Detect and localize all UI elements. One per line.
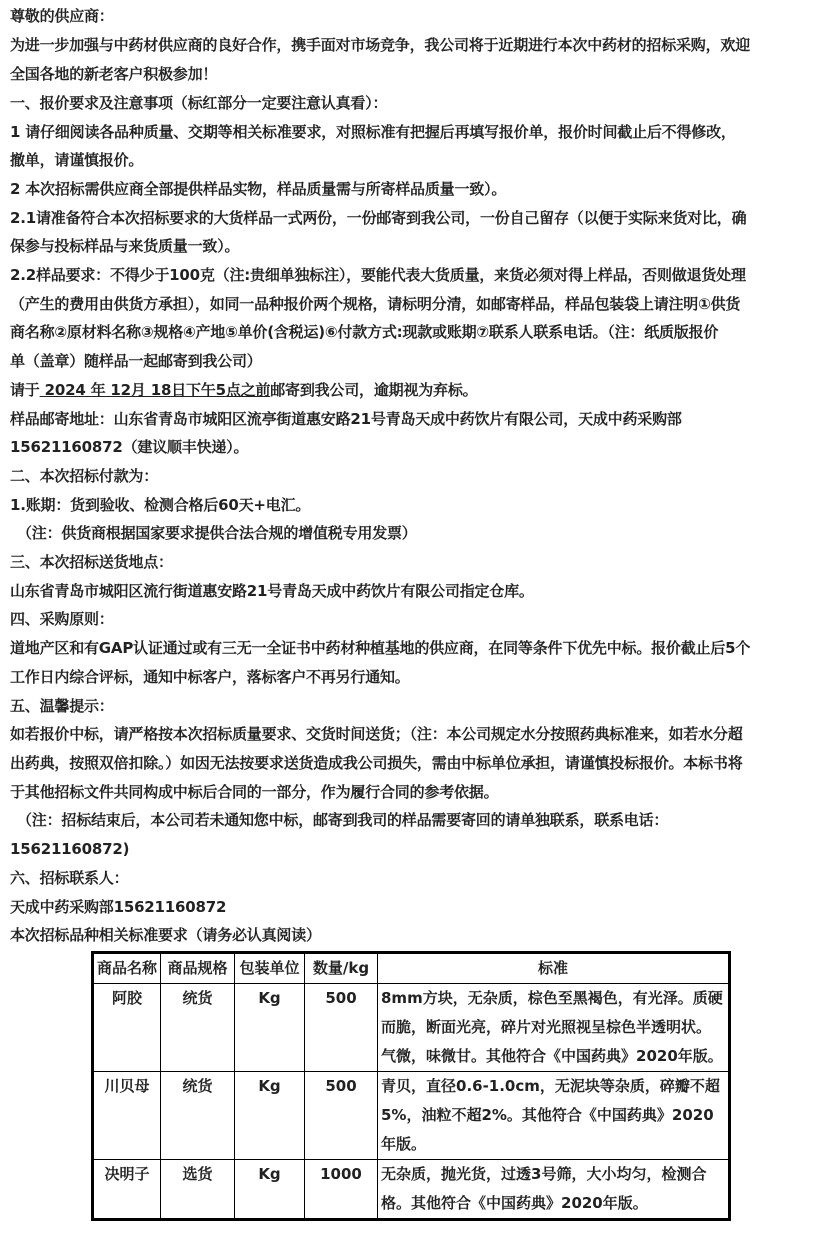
section-5-title: 五、温馨提示： <box>10 697 114 715</box>
sec1-item22-line-2: （产生的费用由供货方承担），如同一品种报价两个规格，请标明分清，如邮寄样品，样品包装袋上请注明①供货 <box>10 295 741 313</box>
header-standard: 标准 <box>378 953 730 984</box>
table-caption: 本次招标品种相关标准要求（请务必认真阅读） <box>10 926 321 944</box>
sec1-item21-line-1: 2.1请准备符合本次招标要求的大货样品一式两份，一份邮寄到我公司，一份自己留存（以便于实际来货对比，确 <box>10 209 747 227</box>
cell-standard: 无杂质，抛光货，过透3号筛，大小均匀，检测合格。其他符合《中国药典》2020年版。 <box>378 1160 730 1220</box>
sample-address-line-1: 样品邮寄地址：山东省青岛市城阳区流亭街道惠安路21号青岛天成中药饮片有限公司，天成中药采购部 <box>10 410 682 428</box>
table-row <box>93 984 730 1072</box>
standards-table <box>91 951 731 1221</box>
table-row <box>93 1072 730 1160</box>
principle-line-1: 道地产区和有GAP认证通过或有三无一全证书中药材种植基地的供应商，在同等条件下优先中标。报价截止后5个 <box>10 639 751 657</box>
cell-unit: Kg <box>235 1072 305 1160</box>
sec1-item1-line-1: 1 请仔细阅读各品种质量、交期等相关标准要求，对照标准有把握后再填写报价单，报价时间截止后不得修改， <box>10 123 736 141</box>
deadline-suffix: 邮寄到我公司，逾期视为弃标。 <box>270 381 478 399</box>
intro-line-1: 为进一步加强与中药材供应商的良好合作，携手面对市场竞争，我公司将于近期进行本次中药材的招标采购，欢迎 <box>10 36 751 54</box>
cell-standard: 青贝，直径0.6-1.0cm，无泥块等杂质，碎瓣不超5%，油粒不超2%。其他符合《中国药典》2020年版。 <box>378 1072 730 1160</box>
table-header-row <box>93 953 730 984</box>
sample-address-line-2: 15621160872（建议顺丰快递）。 <box>10 438 249 456</box>
cell-qty: 500 <box>305 1072 378 1160</box>
cell-spec: 统货 <box>161 1072 235 1160</box>
deadline-prefix: 请于 <box>10 381 40 399</box>
header-unit: 包装单位 <box>235 953 305 984</box>
cell-unit: Kg <box>235 984 305 1072</box>
invoice-note: （注：供货商根据国家要求提供合法合规的增值税专用发票） <box>17 524 417 542</box>
cell-spec: 统货 <box>161 984 235 1072</box>
greeting: 尊敬的供应商： <box>10 7 114 25</box>
deadline-line <box>10 376 816 405</box>
cell-standard: 8mm方块，无杂质，棕色至黑褐色，有光泽。质硬而脆，断面光亮，碎片对光照视呈棕色半透明状。气微，味微甘。其他符合《中国药典》2020年版。 <box>378 984 730 1072</box>
delivery-location: 山东省青岛市城阳区流行街道惠安路21号青岛天成中药饮片有限公司指定仓库。 <box>10 582 534 600</box>
cell-unit: Kg <box>235 1160 305 1220</box>
sec1-item22-line-1: 2.2样品要求：不得少于100克（注:贵细单独标注），要能代表大货质量，来货必须对得上样品，否则做退货处理 <box>10 266 746 284</box>
cell-spec: 选货 <box>161 1160 235 1220</box>
tips-note-line-1: （注：招标结束后，本公司若未通知您中标，邮寄到我司的样品需要寄回的请单独联系，联系电话： <box>17 811 669 829</box>
sec1-item22-line-4: 单（盖章）随样品一起邮寄到我公司） <box>10 352 262 370</box>
header-spec: 商品规格 <box>161 953 235 984</box>
section-6-title: 六、招标联系人： <box>10 869 129 887</box>
intro-line-2: 全国各地的新老客户积极参加！ <box>10 65 218 83</box>
section-4-title: 四、采购原则： <box>10 610 114 628</box>
cell-name: 阿胶 <box>93 984 161 1072</box>
header-name: 商品名称 <box>93 953 161 984</box>
section-1-title: 一、报价要求及注意事项（标红部分一定要注意认真看）： <box>10 94 388 112</box>
cell-qty: 1000 <box>305 1160 378 1220</box>
tips-line-2: 出药典，按照双倍扣除。）如因无法按要求送货造成我公司损失，需由中标单位承担，请谨慎投标报价。本标书将 <box>10 754 743 772</box>
contact-line: 天成中药采购部15621160872 <box>10 898 227 916</box>
cell-name: 决明子 <box>93 1160 161 1220</box>
payment-terms: 1.账期：货到验收、检测合格后60天+电汇。 <box>10 496 311 514</box>
table-row <box>93 1160 730 1220</box>
sec1-item1-line-2: 撤单，请谨慎报价。 <box>10 151 144 169</box>
section-2-title: 二、本次招标付款为： <box>10 467 159 485</box>
cell-name: 川贝母 <box>93 1072 161 1160</box>
sec1-item21-line-2: 保参与投标样品与来货质量一致）。 <box>10 237 240 255</box>
deadline-date: 2024 年 12月 18日下午5点之前 <box>39 381 271 399</box>
principle-line-2: 工作日内综合评标，通知中标客户，落标客户不再另行通知。 <box>10 668 410 686</box>
tips-line-3: 于其他招标文件共同构成中标后合同的一部分，作为履行合同的参考依据。 <box>10 783 499 801</box>
section-3-title: 三、本次招标送货地点： <box>10 553 173 571</box>
tips-note-line-2: 15621160872) <box>10 840 130 858</box>
tips-line-1: 如若报价中标，请严格按本次招标质量要求、交货时间送货；（注：本公司规定水分按照药典标准来，如若水分超 <box>10 725 743 743</box>
header-qty: 数量/kg <box>305 953 378 984</box>
cell-qty: 500 <box>305 984 378 1072</box>
sec1-item2: 2 本次招标需供应商全部提供样品实物，样品质量需与所寄样品质量一致）。 <box>10 180 507 198</box>
sec1-item22-line-3: 商名称②原材料名称③规格④产地⑤单价(含税运)⑥付款方式:现款或账期⑦联系人联系电话。（注：纸质版报价 <box>10 323 719 341</box>
